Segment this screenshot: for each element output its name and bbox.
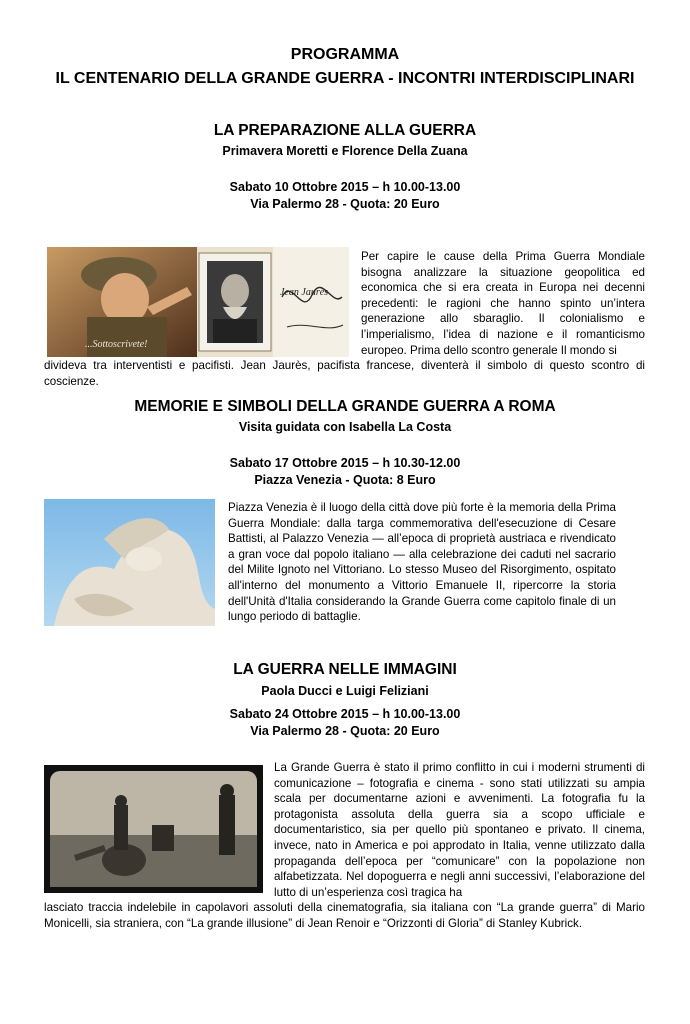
section3-body-continued: lasciato traccia indelebile in capolavori assoluti della cinematografia, sia italiana con “La grande guerra” di Mario Monicelli, sia straniera, con “La grande illusione” di Jean Renoir e “Orizzonti di Gloria” di Stanley Kubrick. (44, 901, 645, 930)
section2-date: Sabato 17 Ottobre 2015 – h 10.30-12.00 (229, 456, 461, 470)
poster-caption: ...Sottoscrivete! (85, 339, 148, 350)
section1-body-continued: divideva tra interventisti e pacifisti. Jean Jaurès, pacifista francese, diventerà il simbolo di questo scontro di coscienze. (44, 359, 645, 388)
section1-date: Sabato 10 Ottobre 2015 – h 10.00-13.00 (229, 180, 461, 194)
section3-date: Sabato 24 Ottobre 2015 – h 10.00-13.00 (229, 707, 461, 721)
section3-title: LA GUERRA NELLE IMMAGINI (233, 661, 457, 678)
section3-place: Via Palermo 28 - Quota: 20 Euro (250, 724, 440, 738)
section1-place: Via Palermo 28 - Quota: 20 Euro (250, 197, 440, 211)
signature-text: Jean Jaurès (280, 287, 329, 298)
section1-speakers: Primavera Moretti e Florence Della Zuana (222, 144, 468, 158)
section3-image (44, 765, 263, 893)
section1-title: LA PREPARAZIONE ALLA GUERRA (213, 122, 477, 139)
section1-image (47, 247, 349, 357)
section3-speakers: Paola Ducci e Luigi Feliziani (261, 684, 429, 698)
section3-body: La Grande Guerra è stato il primo conflitto in cui i moderni strumenti di comunicazione – fotografia e cinema - sono stati utilizzati su ampia scala per documentarne azioni e avvenimenti. La fotografia fu la protagonista assoluta della guerra sia a scopo ufficiale e documentaristico, sia per quello più spontaneo e privato. Il cinema, invece, nato in America e poi approdato in Italia, venne utilizzato dalla propaganda dell’epoca per “comunicare” con la popolazione non alfabetizzata. Nel dopoguerra e negli anni successivi, l’elaborazione del lutto di un’esperienza così tragica ha (274, 761, 645, 899)
section2-body: Piazza Venezia è il luogo della città dove più forte è la memoria della Prima Guerra Mondiale: dalla targa commemorativa dell'esecuzione di Cesare Battisti, al Palazzo Venezia — all’epoca di proprietà austriaca e rivendicato a gran voce dal popolo italiano — alla celebrazione dei caduti nel sacrario del Milite Ignoto nel Vittoriano. Lo stesso Museo del Risorgimento, ospitato all'interno del monumento a Vittorio Emanuele II, ripercorre la storia dell'Unità d'Italia considerando la Grande Guerra come capitolo finale di un lungo periodo di battaglie. (228, 501, 616, 624)
program-subtitle: IL CENTENARIO DELLA GRANDE GUERRA - INCONTRI INTERDISCIPLINARI (55, 70, 635, 87)
section2-image (44, 499, 215, 626)
program-title: PROGRAMMA (290, 46, 400, 63)
section2-title: MEMORIE E SIMBOLI DELLA GRANDE GUERRA A ROMA (134, 398, 556, 415)
section1-body: Per capire le cause della Prima Guerra Mondiale bisogna analizzare la situazione geopolitica ed economica che si era creata in Europa nei decenni precedenti: le ragioni che hanno spinto un’intera generazione allo sbaraglio. Il colonialismo e l’imperialismo, l’idea di nazione e il romanticismo europeo. Prima dello scontro generale Il mondo si (361, 250, 645, 357)
section2-place: Piazza Venezia - Quota: 8 Euro (254, 473, 436, 487)
section2-speakers: Visita guidata con Isabella La Costa (238, 420, 452, 434)
